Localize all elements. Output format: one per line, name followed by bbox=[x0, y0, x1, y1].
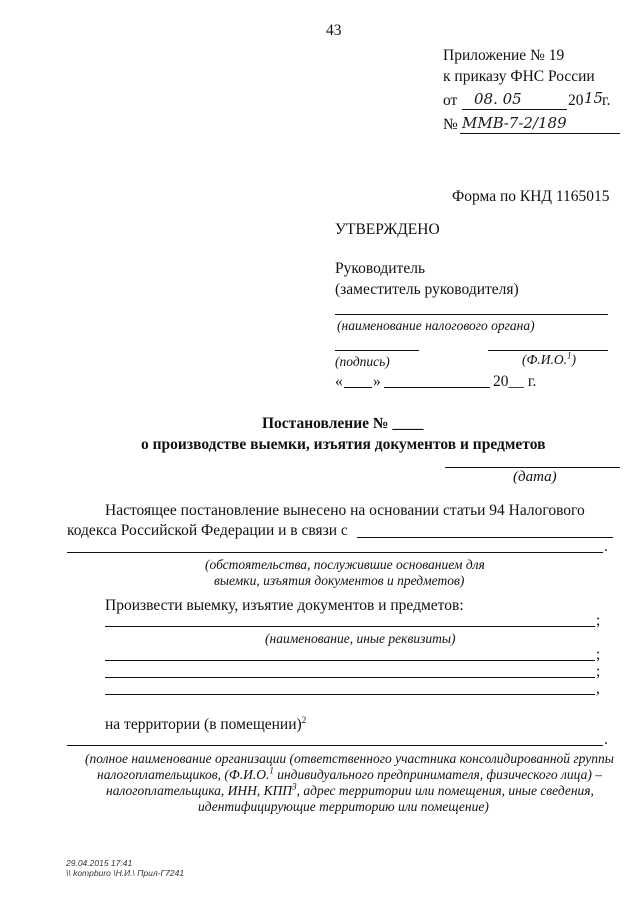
item-line-3 bbox=[105, 677, 595, 678]
appendix-year-suffix: г. bbox=[602, 92, 611, 109]
appendix-number-prefix: № bbox=[443, 116, 458, 133]
title-date-caption: (дата) bbox=[513, 469, 557, 485]
appendix-order: к приказу ФНС России bbox=[443, 68, 595, 85]
org-name-line bbox=[335, 314, 608, 315]
circumstances-caption-2: выемки, изъятия документов и предметов) bbox=[214, 573, 465, 588]
form-code: Форма по КНД 1165015 bbox=[452, 188, 610, 205]
title-date-line bbox=[445, 467, 620, 468]
footer-file-path: \\ kompburo \Н.И.\ Прил-Г7241 bbox=[66, 868, 185, 878]
approval-date-close: » bbox=[373, 373, 381, 390]
item-line-4 bbox=[105, 694, 595, 695]
document-subtitle: о производстве выемки, изъятия документов и предметов bbox=[141, 436, 546, 453]
reason-line-period: . bbox=[604, 538, 608, 555]
signature-caption: (подпись) bbox=[335, 354, 390, 369]
approval-year: 20__ г. bbox=[493, 373, 537, 390]
circumstances-caption-1: (обстоятельства, послужившие основанием для bbox=[205, 557, 485, 572]
approver-head: Руководитель bbox=[335, 260, 426, 277]
fio-caption: (Ф.И.О.$^1$) bbox=[522, 350, 576, 367]
territory-label: на территории (в помещении)$^2$ bbox=[105, 714, 307, 733]
item-line-3-end: ; bbox=[596, 663, 601, 680]
appendix-date-prefix: от bbox=[443, 92, 458, 109]
approval-day-line bbox=[344, 387, 372, 388]
appendix-date-handwritten: 08. 05 bbox=[474, 90, 522, 108]
approver-deputy: (заместитель руководителя) bbox=[335, 281, 519, 298]
appendix-number-line bbox=[460, 133, 620, 134]
item-line-1-end: ; bbox=[596, 612, 601, 629]
items-caption: (наименование, иные реквизиты) bbox=[265, 631, 456, 646]
basis-text-line1: Настоящее постановление вынесено на основании статьи 94 Налогового bbox=[105, 502, 585, 519]
item-line-4-end: , bbox=[596, 680, 600, 697]
org-caption-3: налогоплательщика, ИНН, КПП$^3$, адрес территории или помещения, иные сведения, bbox=[106, 781, 594, 798]
approved-heading: УТВЕРЖДЕНО bbox=[335, 221, 440, 238]
org-caption-2: налогоплательщиков, (Ф.И.О.$^1$ индивидуального предпринимателя, физического лица) – bbox=[97, 765, 602, 782]
item-line-2 bbox=[105, 660, 595, 661]
approval-month-line bbox=[384, 387, 490, 388]
signature-line bbox=[335, 350, 419, 351]
item-line-1 bbox=[105, 626, 595, 627]
approval-date-open: « bbox=[335, 373, 343, 390]
seize-label: Произвести выемку, изъятие документов и предметов: bbox=[105, 597, 464, 614]
page-number: 43 bbox=[326, 22, 342, 39]
reason-line-1 bbox=[357, 537, 613, 538]
appendix-date-line bbox=[462, 109, 567, 110]
appendix-number-handwritten: ММВ-7-2/189 bbox=[462, 114, 567, 132]
footer-timestamp: 29.04.2015 17:41 bbox=[66, 858, 133, 868]
territory-line bbox=[67, 745, 603, 746]
appendix-year-handwritten: 15 bbox=[584, 89, 604, 107]
org-name-caption: (наименование налогового органа) bbox=[337, 318, 535, 333]
appendix-title: Приложение № 19 bbox=[443, 47, 565, 64]
item-line-2-end: ; bbox=[596, 646, 601, 663]
org-caption-4: идентифицирующие территорию или помещение) bbox=[198, 799, 489, 814]
document-title: Постановление № ____ bbox=[262, 415, 424, 432]
territory-line-period: . bbox=[604, 731, 608, 748]
basis-text-line2: кодекса Российской Федерации и в связи с bbox=[67, 522, 348, 539]
org-caption-1: (полное наименование организации (ответственного участника консолидированной группы bbox=[85, 751, 614, 766]
fio-line bbox=[488, 350, 608, 351]
appendix-year-prefix: 20 bbox=[568, 92, 584, 109]
reason-line-2 bbox=[67, 552, 603, 553]
